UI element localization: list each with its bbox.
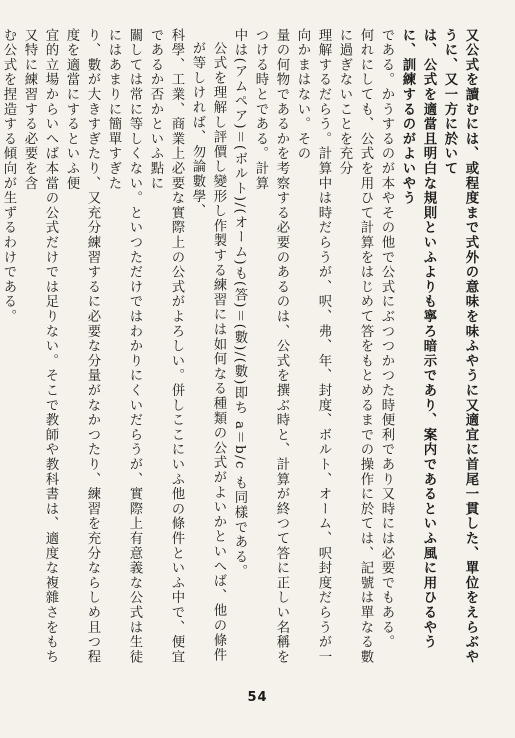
text-line: は、公式を適當且明白な規則といふよりも寧ろ暗示であり、案内であるといふ風に用ひるやうに、訓練するのがよいやう bbox=[400, 28, 437, 650]
page-number: 54 bbox=[247, 690, 268, 705]
text-line: 何れにしても、公式を用ひて計算をはじめて答をもとめるまでの操作に於ては、記號は單なる數に過ぎないことを充分 bbox=[337, 28, 373, 665]
text-line: 理解するだらう。計算中は時だらうが、呎、弗、年、封度、ボルト、オーム、呎封度だらうが一向かまはない。その bbox=[295, 28, 331, 665]
text-line: 關しては常に等しくない。といつただけではわかりにくいだらうが、實際上有意義な公式は生徒にはあまりに簡單すぎた bbox=[106, 28, 142, 665]
text-line: 宜的立場からいへば本當の公式だけでは足りない。そこで教師や教科書は、適度な複雜さをもち又特に練習する必要を含 bbox=[22, 28, 58, 665]
text-line: む公式を捏造する傾向が生ずるわけである。 bbox=[1, 28, 16, 324]
text-line: り、數が大きすぎたり、又充分練習するに必要な分量がなかつたり、練習を充分ならしめ且つ程度を適當にするといふ便 bbox=[64, 28, 100, 665]
text-line: 中は(アムペア)＝(ボルト)/(オーム)も(答)＝(數)/(數)即ち a＝b/c も同樣である。 bbox=[232, 28, 247, 580]
text-line: である。かうするのが本やその他で公式にぶつつかつた時便利であり又時には必要でもある。 bbox=[379, 28, 394, 650]
text-line: 量の何物であるかを考察する必要のあるのは、公式を撰ぶ時と、計算が終つて答に正しい名稱をつける時とである。計算 bbox=[253, 28, 289, 665]
vertical-text-body bbox=[1, 28, 481, 668]
text-line: 公式を理解し評價し變形し作製する練習には如何なる種類の公式がよいかといへば、他の條件が等しければ、勿論數學、 bbox=[190, 41, 226, 663]
text-line: 又公式を讀むには、或程度まで式外の意味を味ふやうに又適宜に首尾一貫した、單位をえらぶやうに、又一方に於いて bbox=[442, 28, 479, 665]
text-line: 科學、工業、商業上必要な實際上の公式がよろしい。併しここにいふ他の條件といふ中で、便宜であるか否かといふ點に bbox=[148, 28, 184, 665]
